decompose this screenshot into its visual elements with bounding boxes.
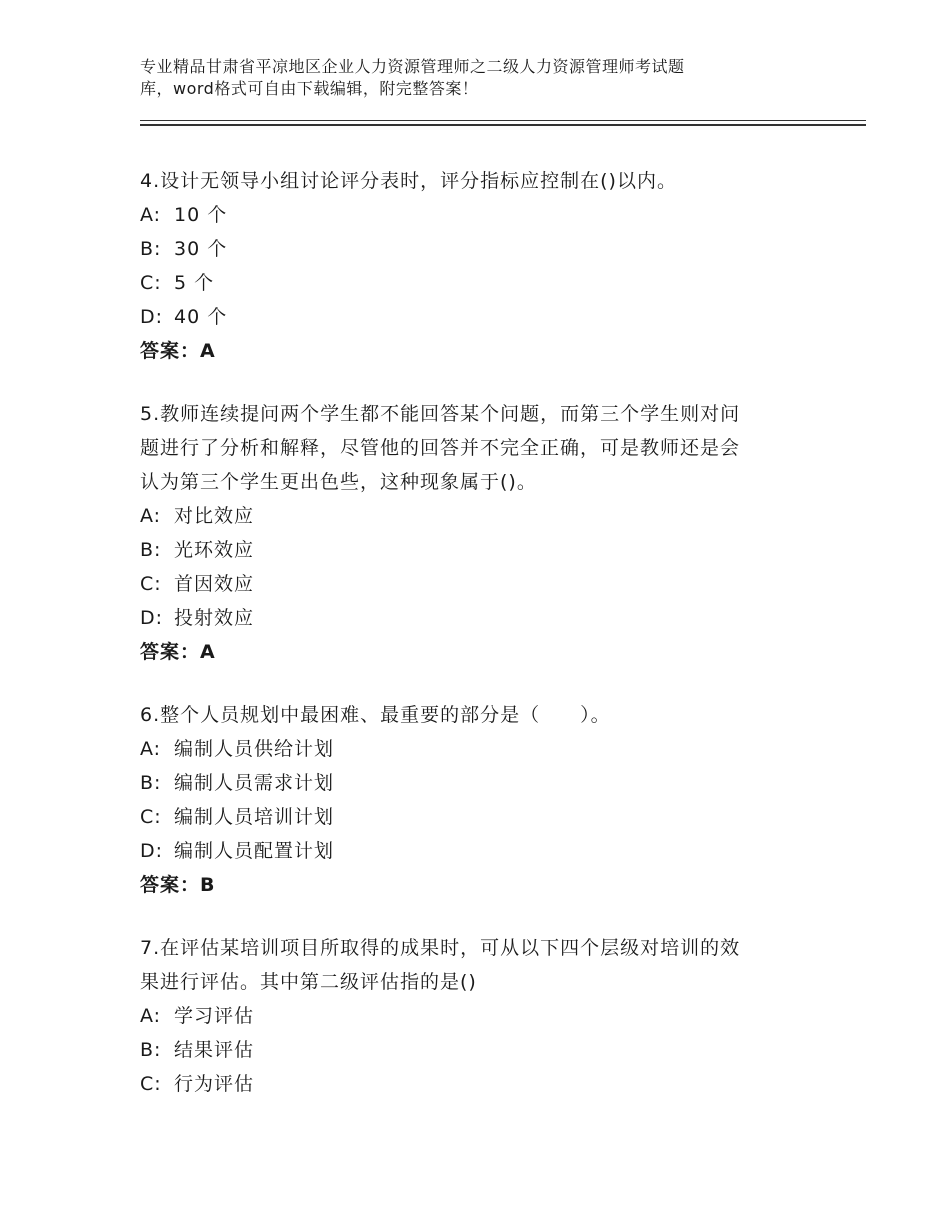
option-c (140, 266, 820, 300)
stem-line: 果进行评估。其中第二级评估指的是() (140, 971, 477, 993)
question-stem (140, 698, 820, 732)
answer-label: 答案：A (140, 340, 216, 362)
option-text: 10 个 (174, 204, 228, 226)
option-key: C: (140, 1073, 162, 1095)
option-text: 编制人员需求计划 (174, 772, 335, 794)
option-key: A: (140, 505, 162, 527)
header-title-line-2: 库，word格式可自由下载编辑，附完整答案！ (140, 79, 479, 98)
option-b (140, 232, 820, 266)
option-c (140, 800, 820, 834)
option-text: 40 个 (174, 306, 228, 328)
answer-label: 答案：B (140, 874, 216, 896)
stem-line: 4.设计无领导小组讨论评分表时，评分指标应控制在()以内。 (140, 170, 677, 192)
option-text: 编制人员配置计划 (174, 840, 335, 862)
stem-line: 6.整个人员规划中最困难、最重要的部分是（ ）。 (140, 704, 611, 726)
option-text: 对比效应 (174, 505, 255, 527)
question-stem (140, 931, 820, 999)
answer-label: 答案：A (140, 641, 216, 663)
option-key: C: (140, 573, 162, 595)
option-b (140, 533, 820, 567)
stem-line: 7.在评估某培训项目所取得的成果时，可从以下四个层级对培训的效 (140, 937, 741, 959)
question-4 (140, 164, 820, 368)
option-text: 光环效应 (174, 539, 255, 561)
option-key: C: (140, 806, 162, 828)
document-header (140, 56, 800, 100)
option-a (140, 198, 820, 232)
option-text: 30 个 (174, 238, 228, 260)
option-a (140, 499, 820, 533)
option-key: C: (140, 272, 162, 294)
header-title-line-1: 专业精品甘肃省平凉地区企业人力资源管理师之二级人力资源管理师考试题 (140, 57, 685, 76)
option-d (140, 300, 820, 334)
stem-line: 认为第三个学生更出色些，这种现象属于()。 (140, 471, 537, 493)
option-key: A: (140, 738, 162, 760)
option-key: D: (140, 306, 164, 328)
option-key: A: (140, 1005, 162, 1027)
option-key: B: (140, 772, 162, 794)
option-text: 5 个 (174, 272, 215, 294)
option-key: D: (140, 840, 164, 862)
option-text: 学习评估 (174, 1005, 255, 1027)
option-key: B: (140, 539, 162, 561)
option-text: 编制人员供给计划 (174, 738, 335, 760)
question-6 (140, 698, 820, 902)
option-text: 行为评估 (174, 1073, 255, 1095)
option-key: A: (140, 204, 162, 226)
question-stem (140, 397, 820, 499)
header-divider-thick (140, 124, 866, 126)
header-divider-thin (140, 120, 866, 121)
option-b (140, 1033, 820, 1067)
question-list (140, 164, 820, 1130)
option-key: B: (140, 1039, 162, 1061)
question-5 (140, 397, 820, 669)
question-7 (140, 931, 820, 1101)
option-text: 首因效应 (174, 573, 255, 595)
option-key: B: (140, 238, 162, 260)
option-text: 投射效应 (174, 607, 255, 629)
option-d (140, 601, 820, 635)
option-text: 结果评估 (174, 1039, 255, 1061)
option-text: 编制人员培训计划 (174, 806, 335, 828)
stem-line: 5.教师连续提问两个学生都不能回答某个问题，而第三个学生则对问 (140, 403, 741, 425)
option-a (140, 732, 820, 766)
option-a (140, 999, 820, 1033)
option-c (140, 567, 820, 601)
question-stem (140, 164, 820, 198)
option-c (140, 1067, 820, 1101)
stem-line: 题进行了分析和解释，尽管他的回答并不完全正确，可是教师还是会 (140, 437, 741, 459)
option-key: D: (140, 607, 164, 629)
option-b (140, 766, 820, 800)
option-d (140, 834, 820, 868)
